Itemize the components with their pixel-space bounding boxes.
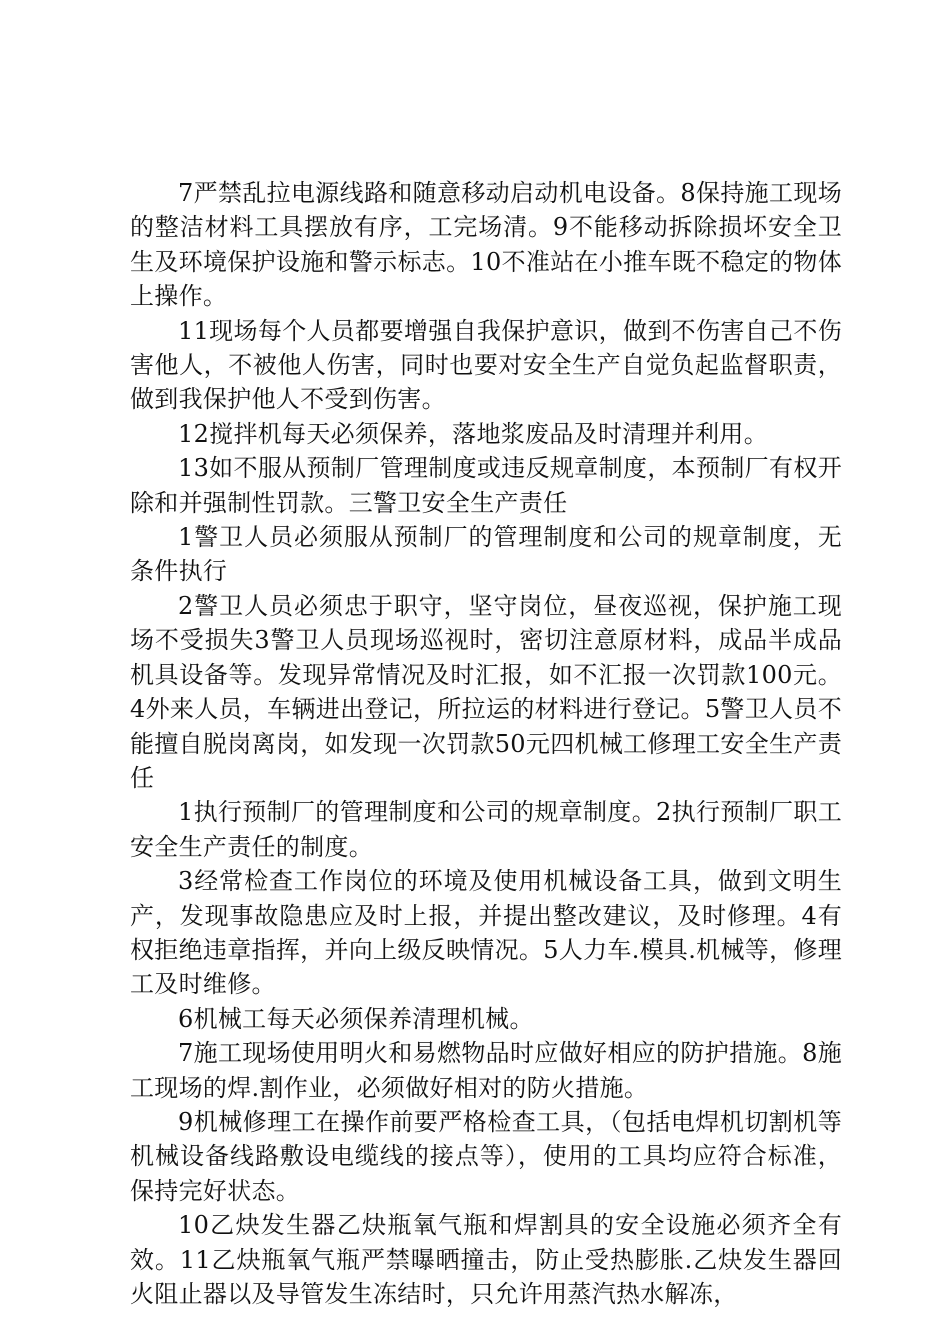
- paragraph: 10乙炔发生器乙炔瓶氧气瓶和焊割具的安全设施必须齐全有效。11乙炔瓶氧气瓶严禁曝晒撞击，防止受热膨胀.乙炔发生器回火阻止器以及导管发生冻结时，只允许用蒸汽热水解冻，: [130, 1211, 842, 1308]
- paragraph: 13如不服从预制厂管理制度或违反规章制度，本预制厂有权开除和并强制性罚款。三警卫安全生产责任: [130, 454, 842, 517]
- paragraph: 3经常检查工作岗位的环境及使用机械设备工具，做到文明生产，发现事故隐患应及时上报，并提出整改建议，及时修理。4有权拒绝违章指挥，并向上级反映情况。5人力车.模具.机械等，修理工及时维修。: [130, 867, 842, 999]
- paragraph: 1执行预制厂的管理制度和公司的规章制度。2执行预制厂职工安全生产责任的制度。: [130, 798, 842, 861]
- document-body: [130, 176, 842, 1311]
- paragraph: 11现场每个人员都要增强自我保护意识，做到不伤害自己不伤害他人，不被他人伤害，同时也要对安全生产自觉负起监督职责，做到我保护他人不受到伤害。: [130, 316, 842, 414]
- paragraph: 2警卫人员必须忠于职守，坚守岗位，昼夜巡视，保护施工现场不受损失3警卫人员现场巡视时，密切注意原材料，成品半成品机具设备等。发现异常情况及时汇报，如不汇报一次罚款100元。4外来人员，车辆进出登记，所拉运的材料进行登记。5警卫人员不能擅自脱岗离岗，如发现一次罚款50元四机械工修理工安全生产责任: [130, 591, 842, 792]
- paragraph: 7施工现场使用明火和易燃物品时应做好相应的防护措施。8施工现场的焊.割作业，必须做好相对的防火措施。: [130, 1039, 842, 1102]
- paragraph: 12搅拌机每天必须保养，落地浆废品及时清理并利用。: [178, 419, 769, 448]
- paragraph: 9机械修理工在操作前要严格检查工具，（包括电焊机切割机等机械设备线路敷设电缆线的接点等），使用的工具均应符合标准，保持完好状态。: [130, 1107, 842, 1205]
- paragraph: 1警卫人员必须服从预制厂的管理制度和公司的规章制度，无条件执行: [130, 523, 842, 586]
- paragraph: 7严禁乱拉电源线路和随意移动启动机电设备。8保持施工现场的整洁材料工具摆放有序，工完场清。9不能移动拆除损坏安全卫生及环境保护设施和警示标志。10不准站在小推车既不稳定的物体上操作。: [130, 179, 842, 311]
- paragraph: 6机械工每天必须保养清理机械。: [178, 1004, 534, 1033]
